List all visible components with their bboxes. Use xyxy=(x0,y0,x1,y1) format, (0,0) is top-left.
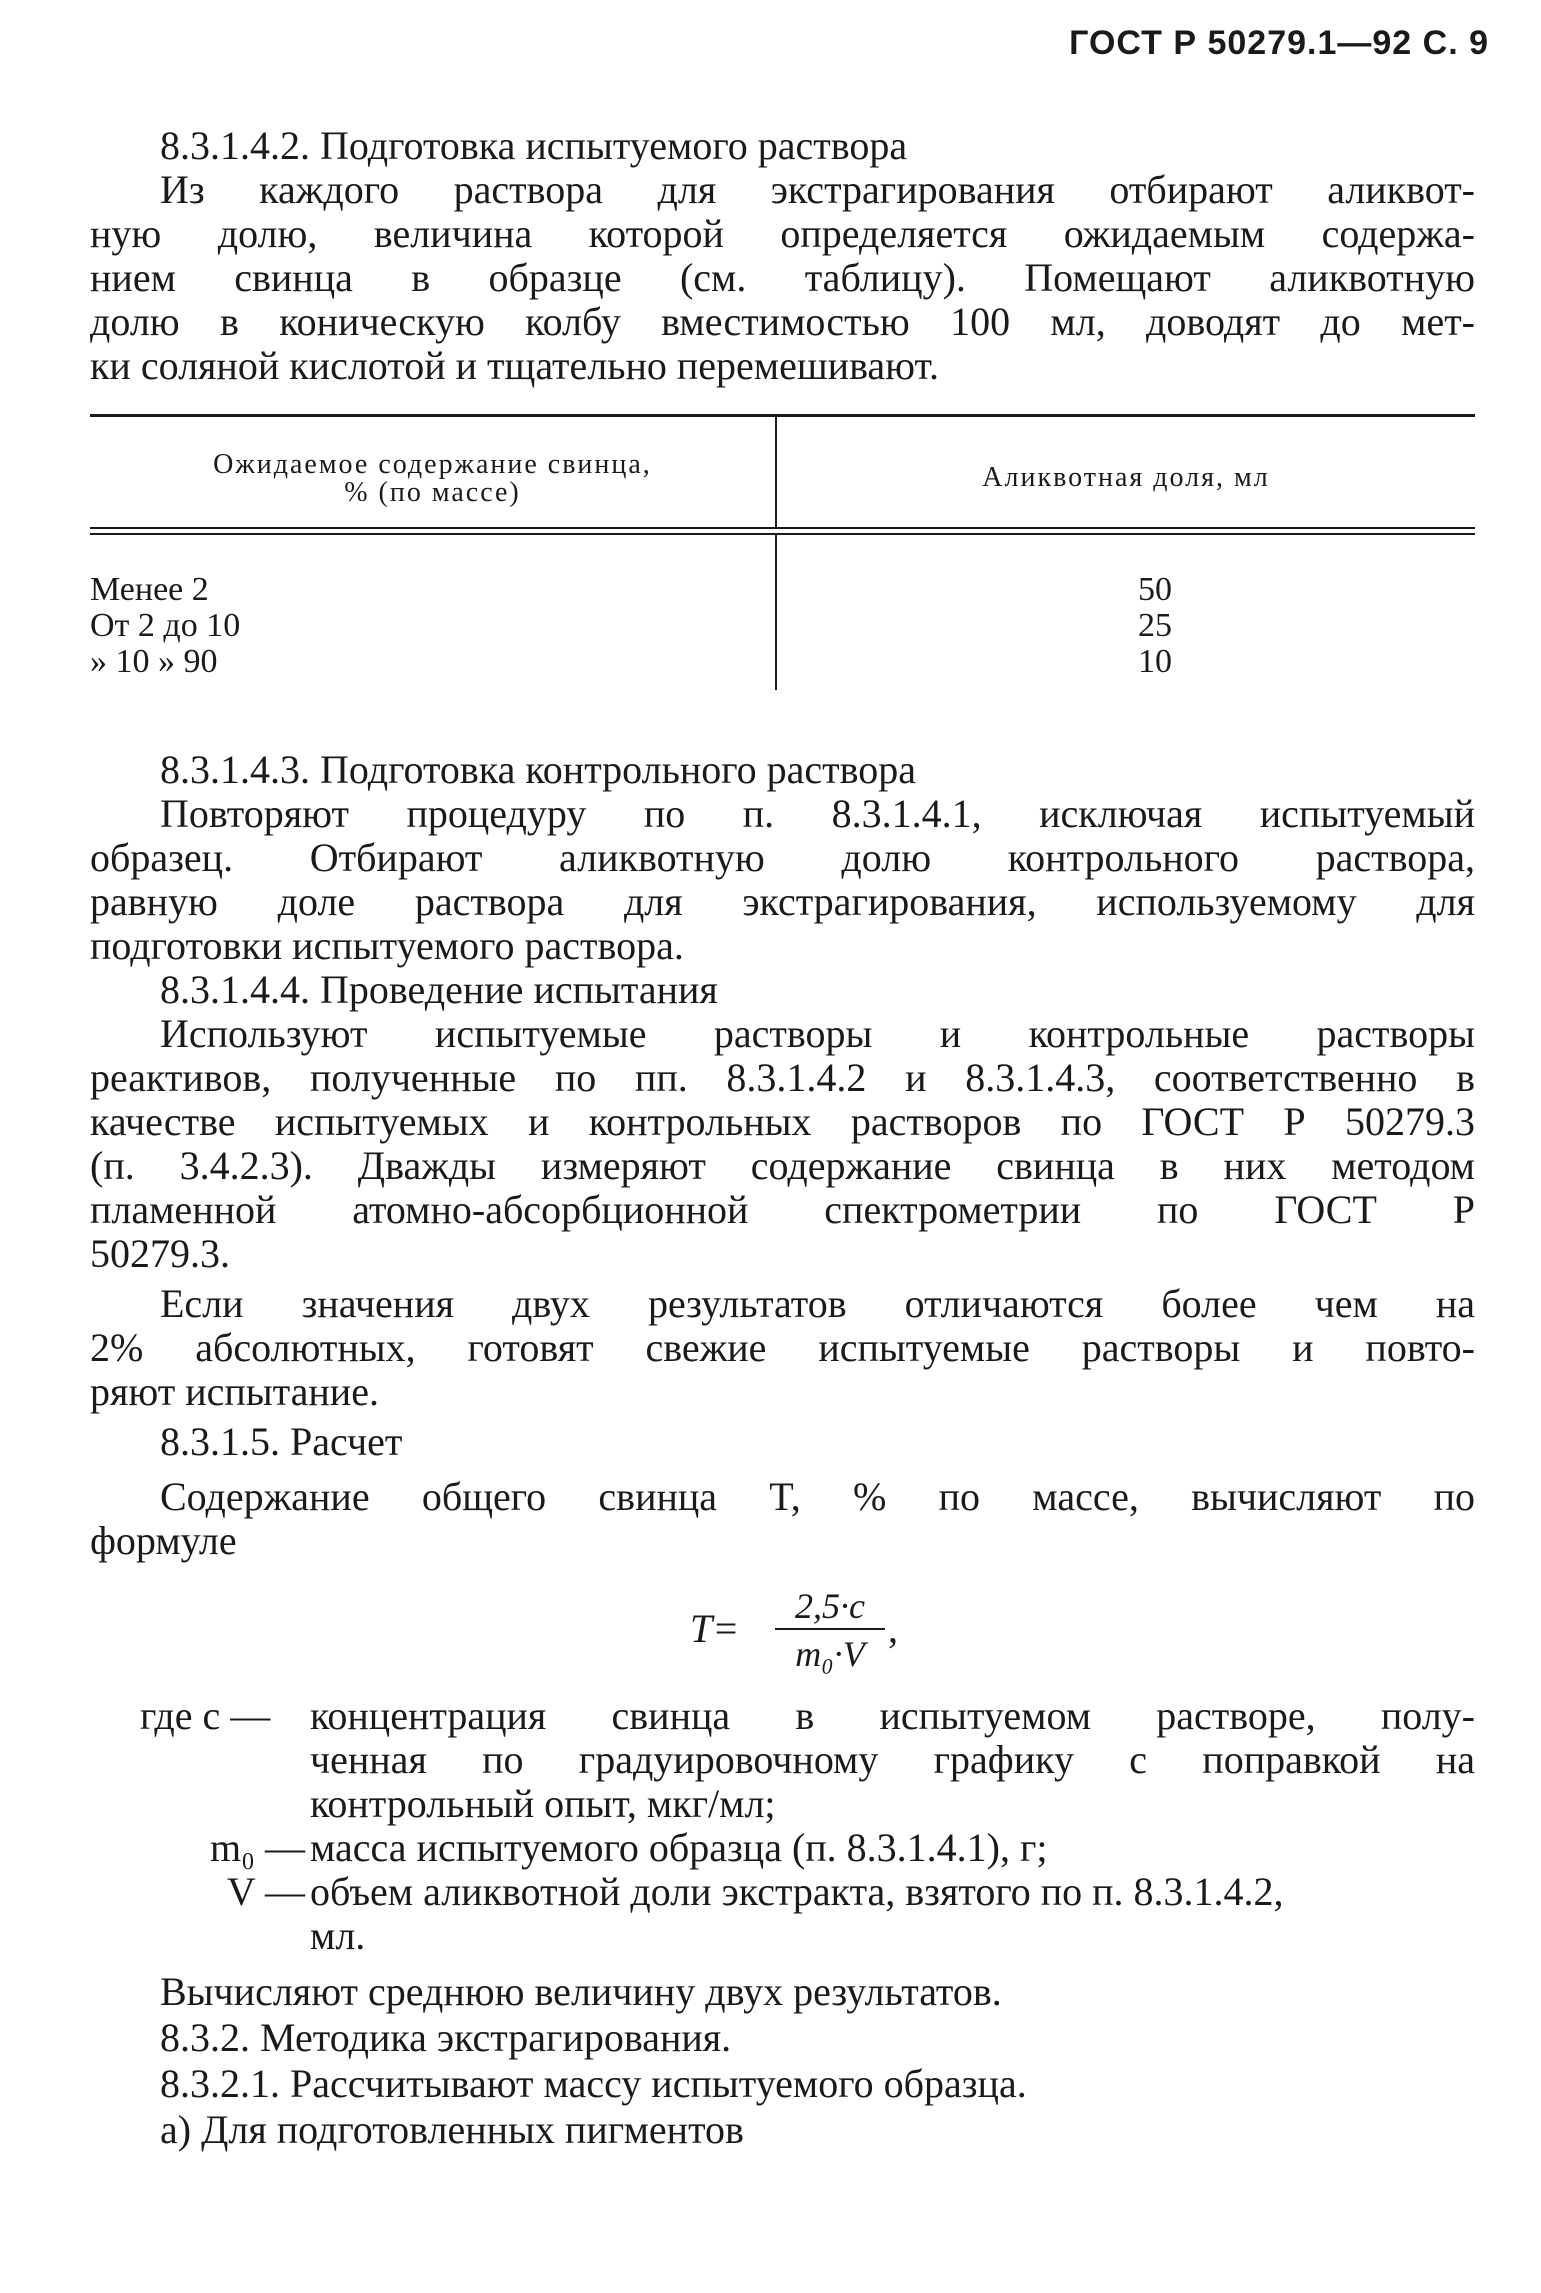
page-header: ГОСТ Р 50279.1—92 С. 9 xyxy=(1069,24,1489,62)
table-header-expected-content-unit: % (по массе) xyxy=(344,477,521,508)
paragraph-line: нием свинца в образце (см. таблицу). Помещают аликвотную xyxy=(90,255,1475,300)
formula-denominator: m₀·V xyxy=(795,1634,865,1674)
table-header-expected-content: Ожидаемое содержание свинца, xyxy=(213,449,652,480)
paragraph-line: Содержание общего свинца T, % по массе, вычисляют по xyxy=(160,1474,1475,1519)
where-line: контрольный опыт, мкг/мл; xyxy=(310,1781,776,1826)
where-line: масса испытуемого образца (п. 8.3.1.4.1), г; xyxy=(310,1825,1048,1870)
paragraph-line: формуле xyxy=(90,1518,237,1563)
section-heading-8-3-2: 8.3.2. Методика экстрагирования. xyxy=(160,2015,732,2060)
paragraph-line: Вычисляют среднюю величину двух результатов. xyxy=(160,1969,1002,2014)
paragraph-line: ки соляной кислотой и тщательно перемешивают. xyxy=(90,343,940,388)
formula-comma: , xyxy=(888,1606,898,1651)
where-prefix: V — xyxy=(226,1869,305,1914)
formula-fraction-bar xyxy=(775,1628,885,1630)
table-cell-value: 25 xyxy=(1138,607,1172,644)
where-line: ченная по градуировочному графику с поправкой на xyxy=(310,1737,1475,1782)
paragraph-line: подготовки испытуемого раствора. xyxy=(90,923,684,968)
where-line: мл. xyxy=(310,1913,366,1958)
paragraph-line: пламенной атомно-абсорбционной спектрометрии по ГОСТ Р xyxy=(90,1187,1475,1232)
where-prefix: где c — xyxy=(140,1693,271,1738)
subsection-8-3-2-1: 8.3.2.1. Рассчитывают массу испытуемого образца. xyxy=(160,2061,1027,2106)
where-line: концентрация свинца в испытуемом растворе, полу- xyxy=(310,1693,1475,1738)
paragraph-line: Если значения двух результатов отличаются более чем на xyxy=(160,1281,1475,1326)
paragraph-line: реактивов, полученные по пп. 8.3.1.4.2 и 8.3.1.4.3, соответственно в xyxy=(90,1055,1475,1100)
paragraph-line: 2% абсолютных, готовят свежие испытуемые растворы и повто- xyxy=(90,1325,1475,1370)
table-header-rule xyxy=(90,527,1475,529)
table-header-rule-double xyxy=(90,533,1475,535)
table-column-divider xyxy=(775,535,777,690)
paragraph-line: Повторяют процедуру по п. 8.3.1.4.1, исключая испытуемый xyxy=(160,791,1475,836)
table-cell-value: 50 xyxy=(1138,571,1172,608)
table-header-aliquot: Аликвотная доля, мл xyxy=(982,462,1270,493)
paragraph-line: 50279.3. xyxy=(90,1231,230,1276)
table-cell-range: Менее 2 xyxy=(90,571,209,608)
table-cell-value: 10 xyxy=(1138,643,1172,680)
section-heading-8-3-1-4-3: 8.3.1.4.3. Подготовка контрольного раствора xyxy=(160,747,917,792)
where-prefix: m₀ — xyxy=(209,1825,305,1870)
section-heading-8-3-1-4-2: 8.3.1.4.2. Подготовка испытуемого раствора xyxy=(160,123,908,168)
table-top-rule xyxy=(90,414,1475,417)
section-heading-8-3-1-5: 8.3.1.5. Расчет xyxy=(160,1419,403,1464)
paragraph-line: (п. 3.4.2.3). Дважды измеряют содержание свинца в них методом xyxy=(90,1143,1475,1188)
where-line: объем аликвотной доли экстракта, взятого по п. 8.3.1.4.2, xyxy=(310,1869,1284,1914)
table-cell-range: » 10 » 90 xyxy=(90,643,218,680)
section-heading-8-3-1-4-4: 8.3.1.4.4. Проведение испытания xyxy=(160,967,718,1012)
paragraph-line: равную доле раствора для экстрагирования, используемому для xyxy=(90,879,1475,924)
paragraph-line: Используют испытуемые растворы и контрольные растворы xyxy=(160,1011,1475,1056)
paragraph-line: Из каждого раствора для экстрагирования отбирают аликвот- xyxy=(160,167,1475,212)
paragraph-line: ряют испытание. xyxy=(90,1369,379,1414)
list-item-a: а) Для подготовленных пигментов xyxy=(160,2107,744,2152)
paragraph-line: качестве испытуемых и контрольных растворов по ГОСТ Р 50279.3 xyxy=(90,1099,1475,1144)
formula-numerator: 2,5·c xyxy=(795,1586,865,1626)
paragraph-line: долю в коническую колбу вместимостью 100 мл, доводят до мет- xyxy=(90,299,1475,344)
paragraph-line: образец. Отбирают аликвотную долю контрольного раствора, xyxy=(90,835,1475,880)
table-cell-range: От 2 до 10 xyxy=(90,607,241,644)
formula-lhs: T= xyxy=(690,1606,740,1651)
paragraph-line: ную долю, величина которой определяется ожидаемым содержа- xyxy=(90,211,1475,256)
